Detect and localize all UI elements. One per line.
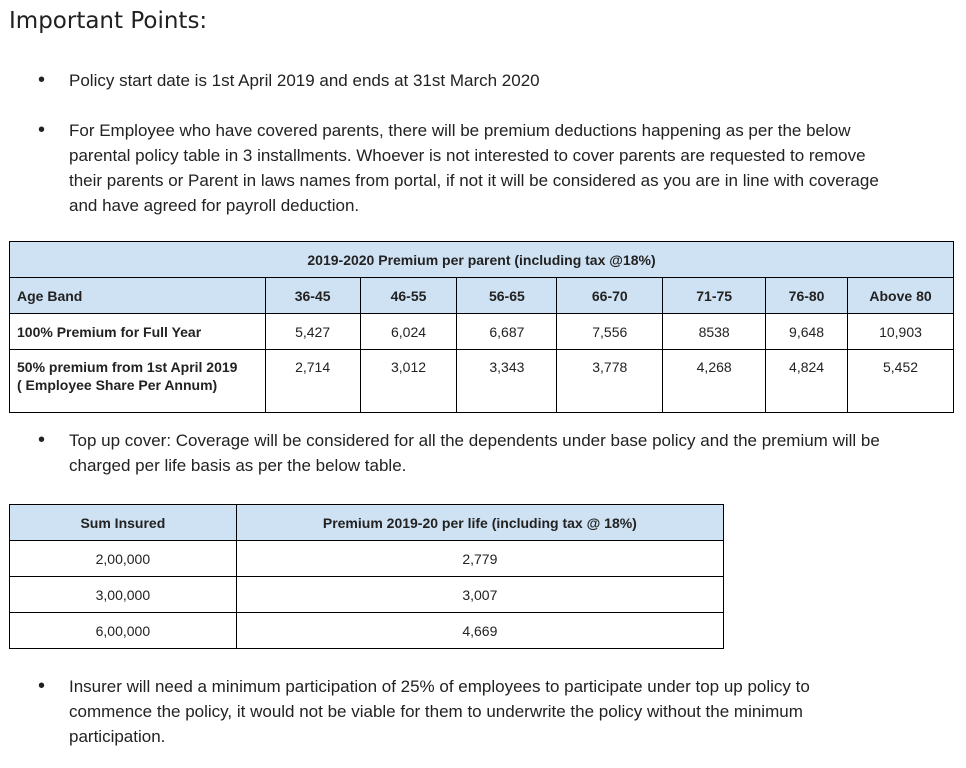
band-header: 36-45 (265, 278, 360, 314)
table-cell: 6,687 (457, 314, 557, 350)
band-header: 46-55 (360, 278, 457, 314)
band-header: 56-65 (457, 278, 557, 314)
table-title: 2019-2020 Premium per parent (including tax @18%) (10, 242, 954, 278)
row-label-line: ( Employee Share Per Annum) (17, 377, 218, 393)
table-cell: 5,427 (265, 314, 360, 350)
sum-insured-header: Sum Insured (10, 505, 237, 541)
bullet-line: • For Employee who have covered parents, there will be premium deductions happening as per the below (69, 121, 851, 140)
table-cell: 9,648 (766, 314, 848, 350)
row-label (10, 350, 266, 413)
table-cell: 7,556 (557, 314, 663, 350)
bullet-line: and have agreed for payroll deduction. (69, 196, 360, 215)
bullet-line: parental policy table in 3 installments. Whoever is not interested to cover parents are requested to remove (69, 146, 866, 165)
table-header-row (10, 505, 724, 541)
band-header: 66-70 (557, 278, 663, 314)
table-row (10, 350, 954, 413)
table-row (10, 577, 724, 613)
row-label-line: 50% premium from 1st April 2019 (17, 359, 238, 375)
band-header: 76-80 (766, 278, 848, 314)
bullet-line: • Insurer will need a minimum participation of 25% of employees to participate under top up policy to (69, 677, 810, 696)
band-header: 71-75 (663, 278, 766, 314)
table-row (10, 314, 954, 350)
table-header-row (10, 278, 954, 314)
table-cell: 4,268 (663, 350, 766, 413)
table-cell: 6,00,000 (10, 613, 237, 649)
bullet-policy-dates (69, 68, 540, 93)
bullet-line: • Top up cover: Coverage will be considered for all the dependents under base policy and the premium will be (69, 431, 880, 450)
age-band-header: Age Band (10, 278, 266, 314)
table-cell: 4,824 (766, 350, 848, 413)
bullet-line: participation. (69, 727, 166, 746)
parent-premium-table (9, 241, 954, 413)
table-cell: 2,779 (236, 541, 723, 577)
bullet-parent-premium (69, 118, 879, 218)
table-row (10, 613, 724, 649)
table-cell: 3,343 (457, 350, 557, 413)
bullet-minimum-participation (69, 674, 810, 749)
premium-header: Premium 2019-20 per life (including tax @ 18%) (236, 505, 723, 541)
table-cell: 2,714 (265, 350, 360, 413)
table-cell: 5,452 (848, 350, 954, 413)
bullet-top-up-cover (69, 428, 880, 478)
bullet-line: commence the policy, it would not be viable for them to underwrite the policy without the minimum (69, 702, 803, 721)
table-cell: 4,669 (236, 613, 723, 649)
table-cell: 10,903 (848, 314, 954, 350)
bullet-text: Policy start date is 1st April 2019 and ends at 31st March 2020 (69, 71, 540, 90)
band-header: Above 80 (848, 278, 954, 314)
bullet-line: charged per life basis as per the below table. (69, 456, 407, 475)
table-cell: 2,00,000 (10, 541, 237, 577)
table-row (10, 541, 724, 577)
table-cell: 8538 (663, 314, 766, 350)
table-cell: 3,007 (236, 577, 723, 613)
table-cell: 3,00,000 (10, 577, 237, 613)
page-heading: Important Points: (9, 8, 208, 34)
table-cell: 6,024 (360, 314, 457, 350)
table-title-row (10, 242, 954, 278)
row-label: 100% Premium for Full Year (10, 314, 266, 350)
table-cell: 3,012 (360, 350, 457, 413)
table-cell: 3,778 (557, 350, 663, 413)
bullet-line: their parents or Parent in laws names from portal, if not it will be considered as you are in line with coverage (69, 171, 879, 190)
top-up-premium-table (9, 504, 724, 649)
